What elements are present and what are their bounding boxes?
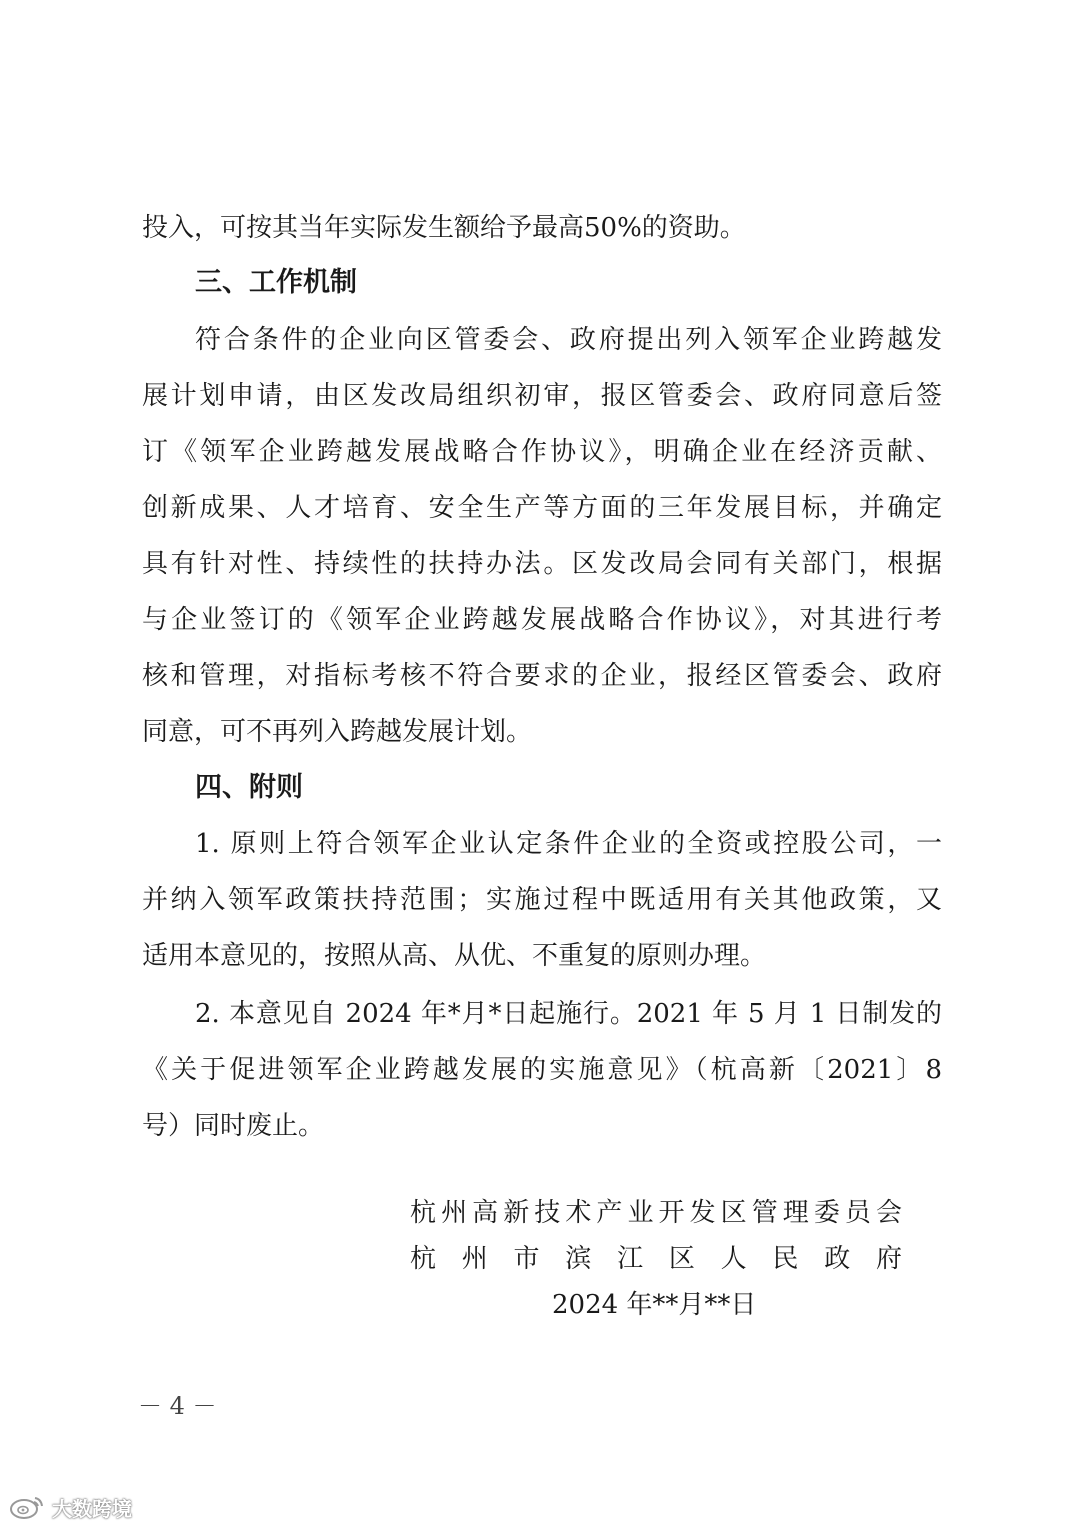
issue-date: 2024 年**月**日 [552, 1290, 757, 1320]
paragraph-line: 并纳入领军政策扶持范围；实施过程中既适用有关其他政策，又 [142, 885, 942, 915]
paragraph-line: 创新成果、人才培育、安全生产等方面的三年发展目标，并确定 [142, 493, 942, 523]
section-heading: 三、工作机制 [195, 267, 357, 298]
paragraph-line: 投入，可按其当年实际发生额给予最高50%的资助。 [142, 213, 746, 243]
paragraph-line: 号）同时废止。 [142, 1111, 325, 1141]
issuer-name: 杭州高新技术产业开发区管理委员会 [410, 1198, 902, 1228]
issuer-name: 杭州市滨江区人民政府 [410, 1244, 902, 1274]
watermark-text: 大数跨境 [52, 1496, 132, 1521]
paragraph-line: 具有针对性、持续性的扶持办法。区发改局会同有关部门，根据 [142, 549, 942, 579]
weibo-logo-icon [8, 1493, 48, 1521]
section-heading: 四、附则 [195, 772, 303, 803]
paragraph-line: 同意，可不再列入跨越发展计划。 [142, 717, 533, 747]
paragraph-line: 核和管理，对指标考核不符合要求的企业，报经区管委会、政府 [142, 661, 942, 691]
paragraph-line: 符合条件的企业向区管委会、政府提出列入领军企业跨越发 [195, 325, 942, 355]
paragraph-line: 2. 本意见自 2024 年*月*日起施行。2021 年 5 月 1 日制发的 [195, 999, 942, 1029]
paragraph-line: 展计划申请，由区发改局组织初审，报区管委会、政府同意后签 [142, 381, 942, 411]
paragraph-line: 与企业签订的《领军企业跨越发展战略合作协议》，对其进行考 [142, 605, 942, 635]
paragraph-line: 《关于促进领军企业跨越发展的实施意见》（杭高新〔2021〕8 [142, 1055, 942, 1085]
paragraph-line: 订《领军企业跨越发展战略合作协议》，明确企业在经济贡献、 [142, 437, 942, 467]
watermark [8, 1492, 132, 1522]
page-number: － 4 － [138, 1392, 217, 1420]
paragraph-line: 1. 原则上符合领军企业认定条件企业的全资或控股公司，一 [195, 829, 942, 859]
paragraph-line: 适用本意见的，按照从高、从优、不重复的原则办理。 [142, 941, 767, 971]
